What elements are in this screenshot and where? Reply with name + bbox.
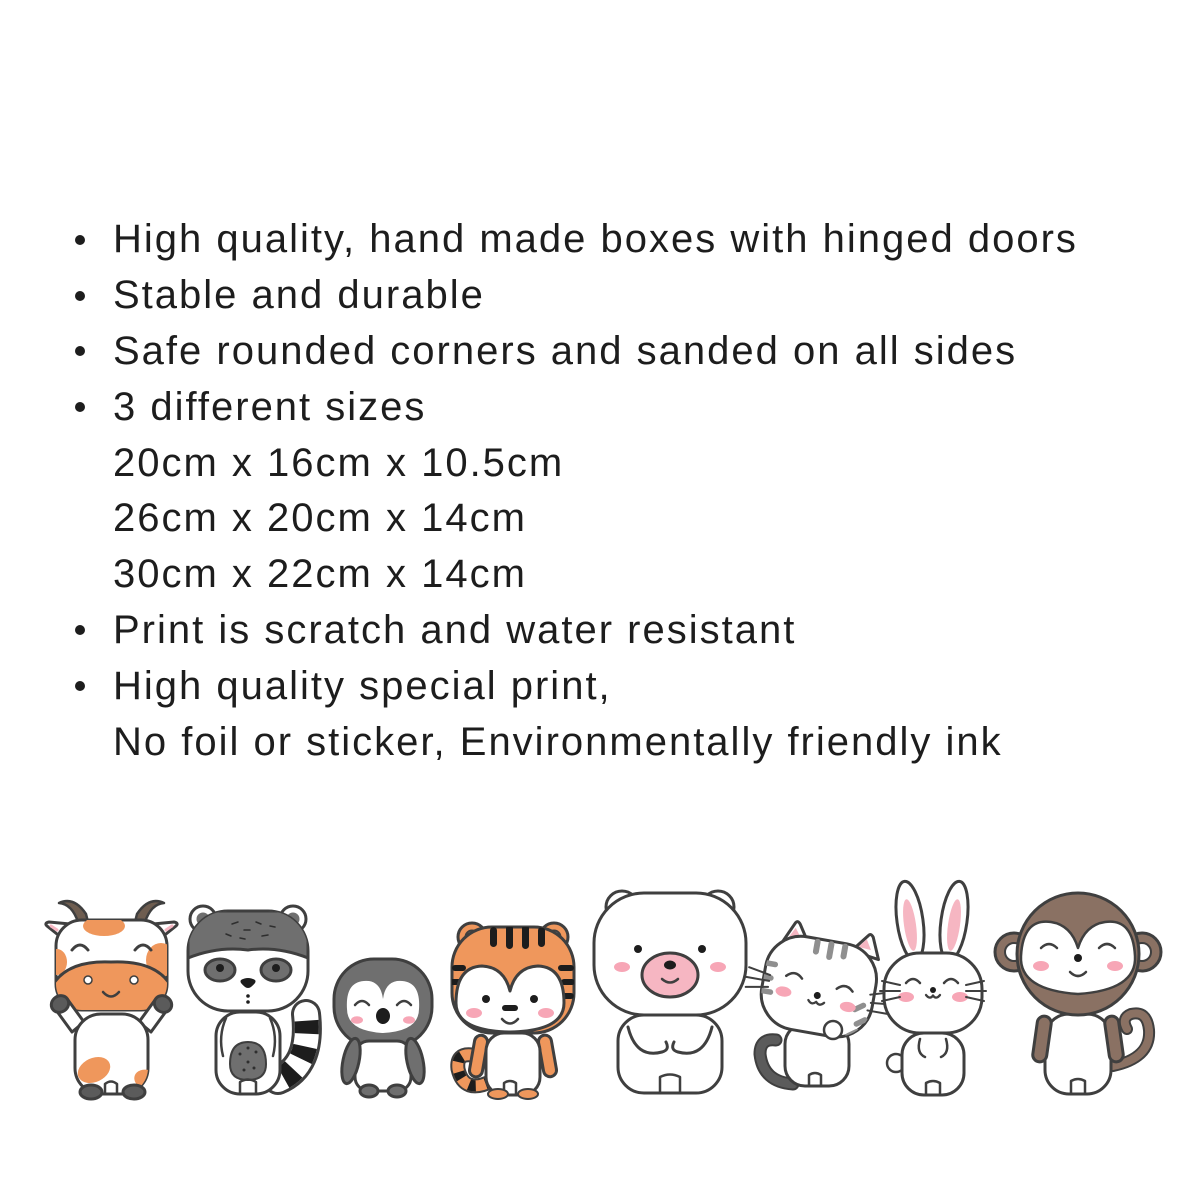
bullet-text: Safe rounded corners and sanded on all sides <box>113 328 1018 373</box>
size-text: 30cm x 22cm x 14cm <box>113 552 527 597</box>
size-text: 20cm x 16cm x 10.5cm <box>113 440 565 485</box>
cow-icon <box>44 896 179 1098</box>
polar-bear-icon <box>592 885 748 1097</box>
penguin-icon <box>331 953 435 1100</box>
monkey-icon <box>993 888 1163 1098</box>
continuation-text: No foil or sticker, Environmentally friendly ink <box>113 719 1003 764</box>
cat-icon <box>733 928 893 1093</box>
bullet-text: 3 different sizes <box>113 384 427 429</box>
bullet-text: High quality, hand made boxes with hinged doors <box>113 217 1078 262</box>
raccoon-icon <box>182 902 322 1100</box>
bullet-text: Print is scratch and water resistant <box>113 607 797 652</box>
bullet-text: High quality special print, <box>113 663 612 708</box>
size-text: 26cm x 20cm x 14cm <box>113 496 527 541</box>
tiger-icon <box>446 915 586 1100</box>
bullet-text: Stable and durable <box>113 273 485 318</box>
rabbit-icon <box>880 877 986 1099</box>
